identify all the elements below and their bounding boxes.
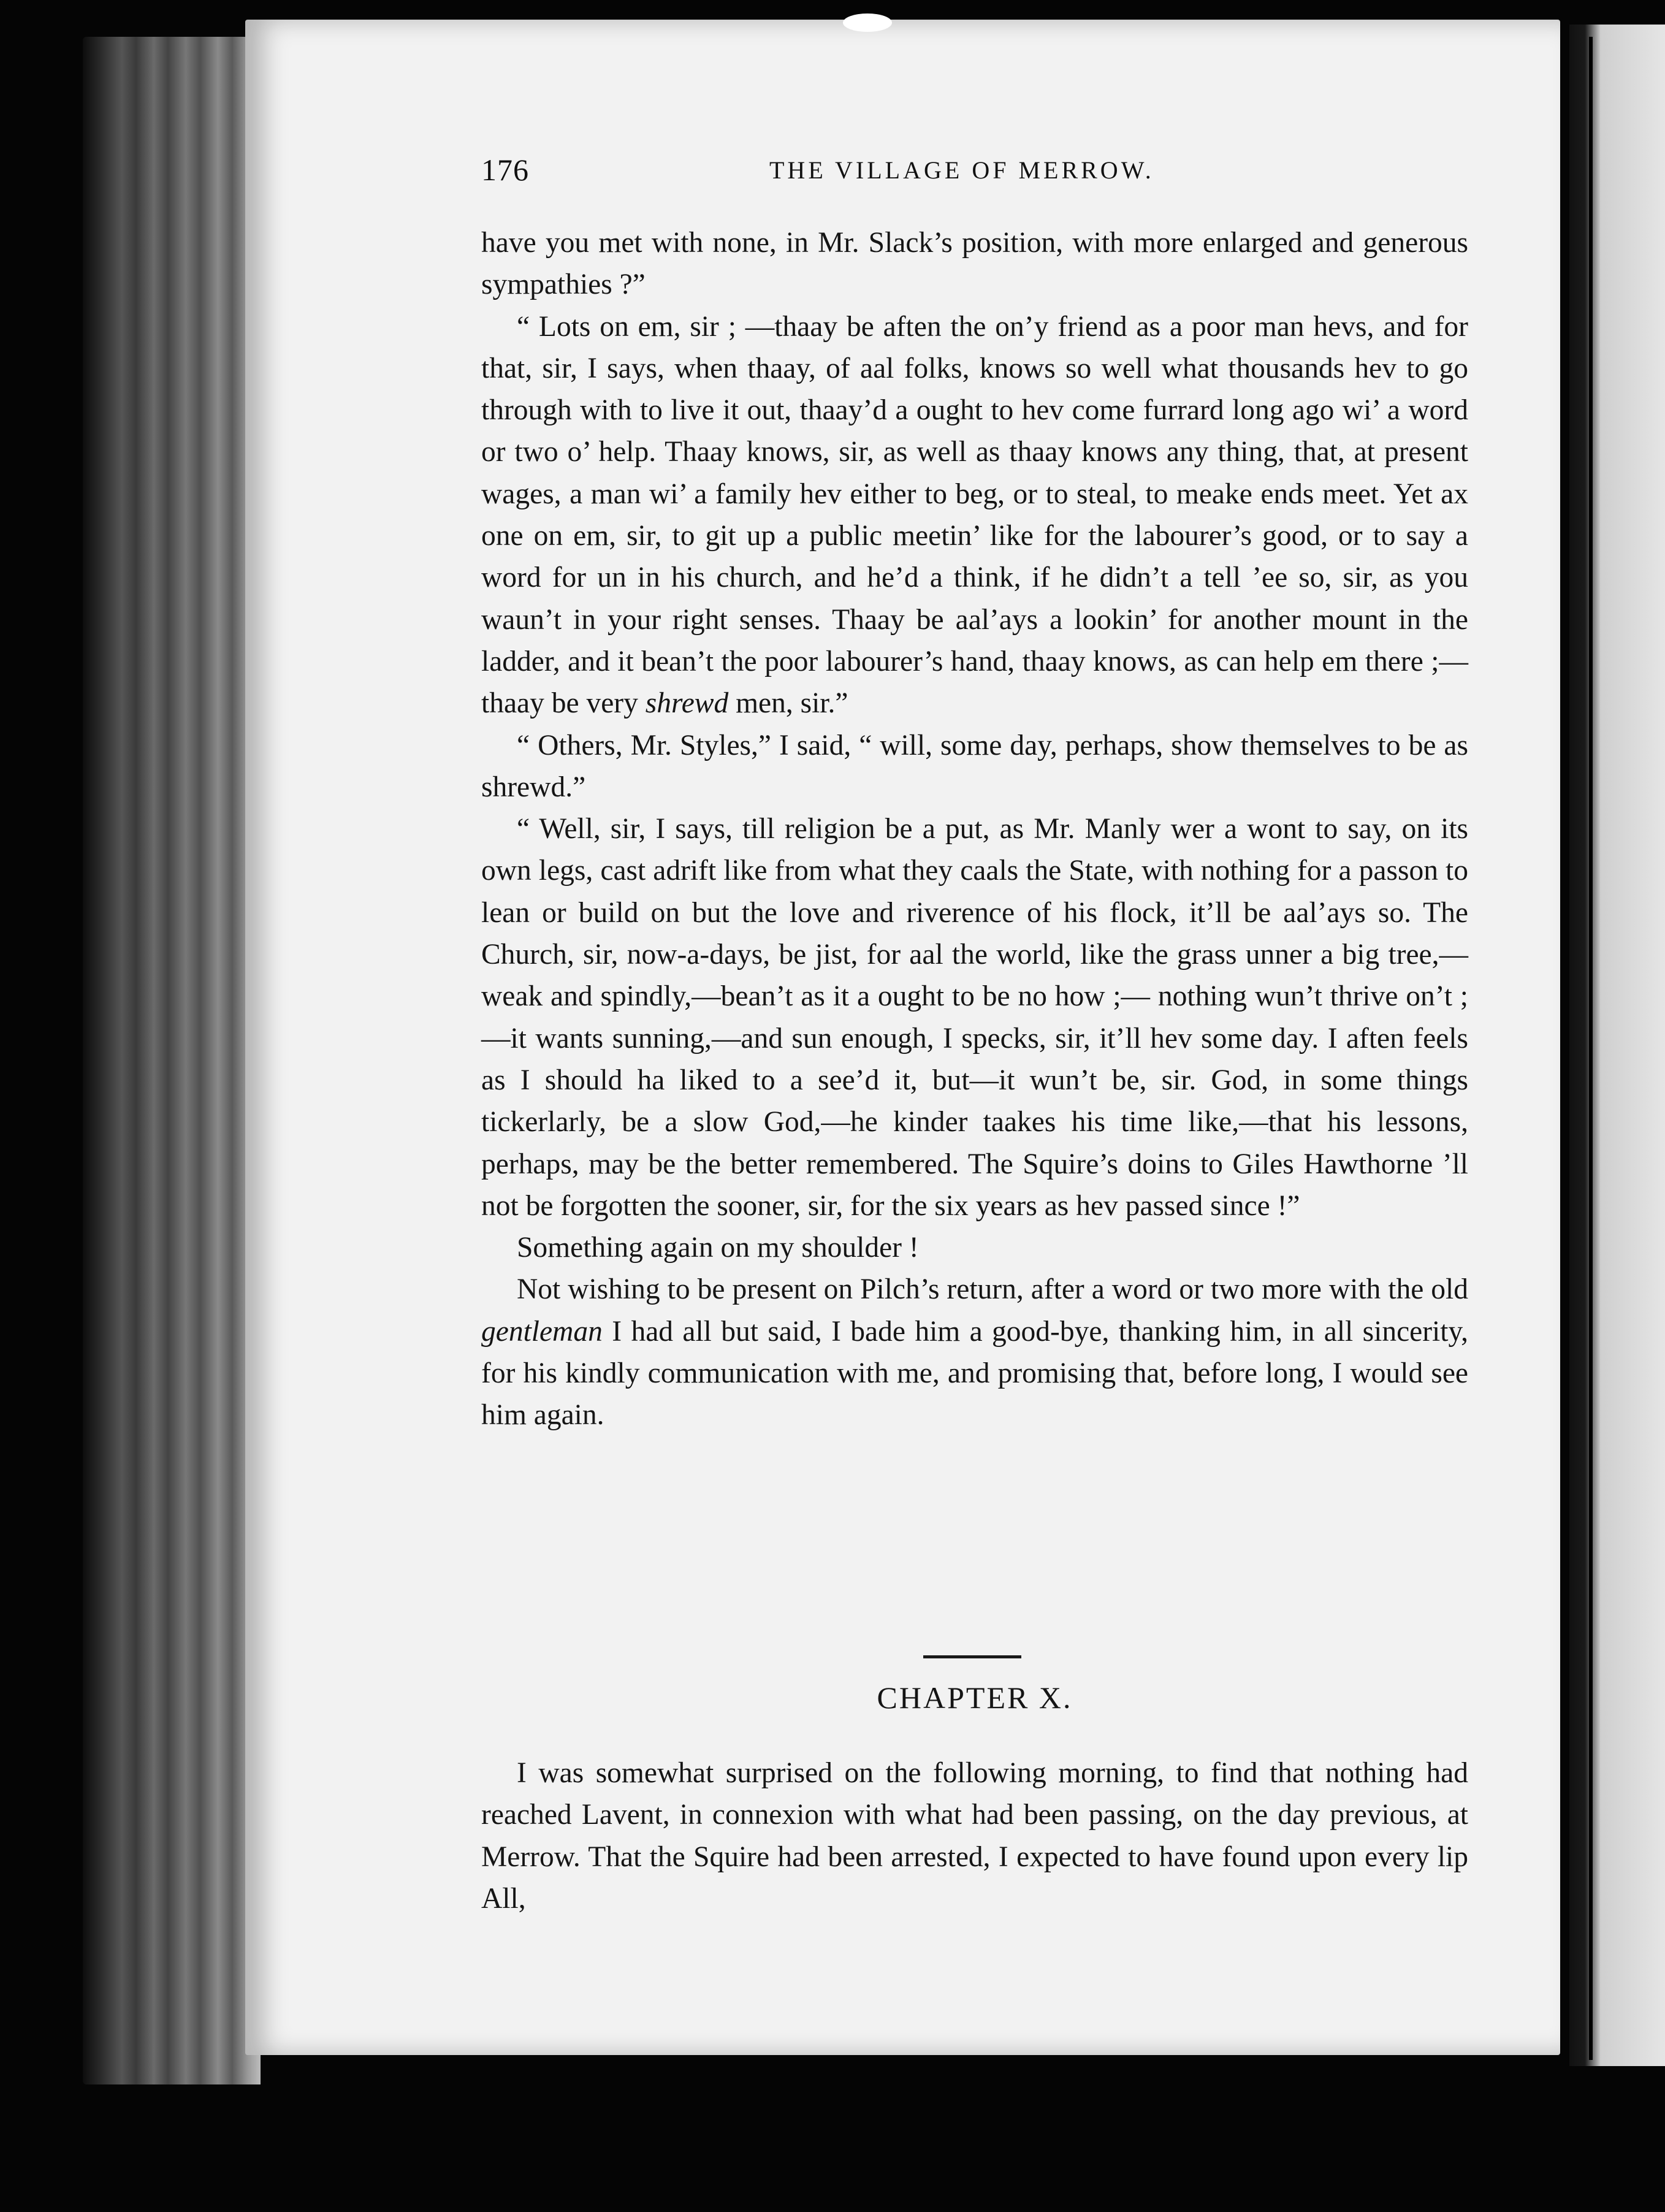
paragraph-5 [481,1227,1468,1268]
paragraph-4 [481,808,1468,1227]
emphasis-text: shrewd [645,687,736,720]
gutter-shadow [1589,37,1593,2060]
paragraph-text: have you met with none, in Mr. Slack’s position, with more enlarged and generous sympathies ?” [481,227,1468,301]
page-header [481,152,1468,195]
chapter-opening [481,1752,1468,1920]
paragraph-text: I had all but said, I bade him a good-bye, thanking him, in all sincerity, for his kindly communication with me, and promising that, before long, I would see him again. [481,1315,1468,1432]
paragraph-text: “ Others, Mr. Styles,” I said, “ will, some day, perhaps, show themselves to be as shrewd.” [481,729,1468,803]
paragraph-text-before: Not wishing to be present on Pilch’s return, after a word or two more with the old [517,1273,1468,1306]
chapter-heading: CHAPTER X. [877,1680,1073,1715]
paragraph-6 [481,1268,1468,1436]
chapter-paragraph [481,1752,1468,1920]
emphasis-text: gentleman [481,1315,612,1348]
paragraph-text: “ Well, sir, I says, till religion be a put, as Mr. Manly wer a wont to say, on its own legs, cast adrift like from what they caals the State, with nothing for a passon to lean or build on but the love and riverence of his flock, it’ll be aal’ays so. The Church, sir, now-a-days, be jist, for aal the world, like the grass unner a big tree,—weak and spindly,—bean’t as it a ought to be no how ;— nothing wun’t thrive on’t ;—it wants sunning,—and sun enough, I specks, sir, it’ll hev some day. I aften feels as I should ha liked to a see’d it, but—it wun’t be, sir. God, in some things tickerlarly, be a slow God,—he kinder taakes his time like,—that his lessons, perhaps, may be the better remembered. The Squire’s doins to Giles Hawthorne ’ll not be forgotten the sooner, sir, for the six years as hev passed since !” [481,813,1468,1222]
paragraph-1 [481,222,1468,306]
body-text [481,222,1468,1436]
running-title: THE VILLAGE OF MERROW. [769,156,1154,184]
book-page-edges [83,37,261,2084]
paragraph-text-after: men, sir.” [736,687,848,720]
section-divider [923,1655,1021,1658]
paragraph-text: Something again on my shoulder ! [517,1232,919,1264]
scan-speck [843,13,892,32]
paragraph-text: I was somewhat surprised on the following morning, to find that nothing had reached Lavent, in connexion with what had been passing, on the day previous, at Merrow. That the Squire had been arrested, I expected to have found upon every lip All, [481,1757,1468,1915]
facing-page-edge [1569,25,1665,2066]
page-number: 176 [481,153,529,187]
paragraph-text: “ Lots on em, sir ; —thaay be aften the on’y friend as a poor man hevs, and for that, sir, I says, when thaay, of aal folks, knows so well what thousands hev to go through with to live it out, thaay’d a ought to hev come furrard long ago wi’ a word or two o’ help. Thaay knows, sir, as well as thaay knows any thing, that, at present wages, a man wi’ a family hev either to beg, or to steal, to meake ends meet. Yet ax one on em, sir, to git up a public meetin’ like for the labourer’s good, or to say a word for un in his church, and he’d a think, if he didn’t a tell ’ee so, sir, as you waun’t in your right senses. Thaay be aal’ays a lookin’ for another mount in the ladder, and it bean’t the poor labourer’s hand, thaay knows, as can help em there ;—thaay be very [481,310,1468,720]
paragraph-3 [481,725,1468,809]
paragraph-2 [481,306,1468,725]
